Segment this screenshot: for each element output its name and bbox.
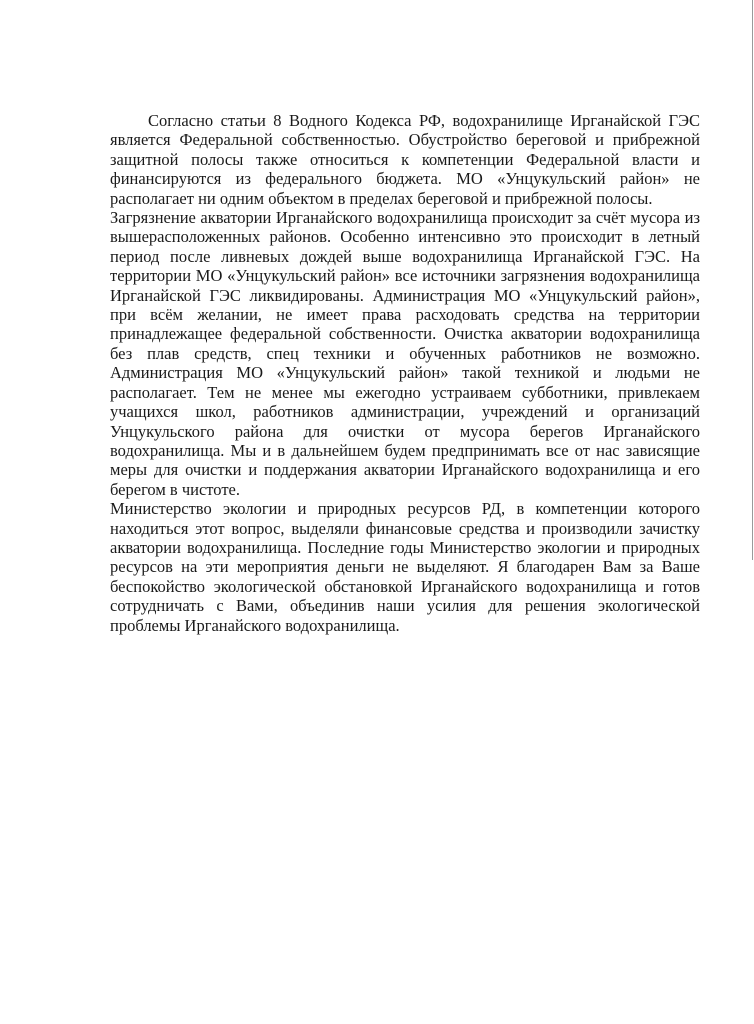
paragraph-water-code: Согласно статьи 8 Водного Кодекса РФ, водохранилище Ирганайской ГЭС является Федеральной собственностью. Обустройство береговой и прибрежной защитной полосы также относиться к компетенции Федеральной власти и финансируются из федерального бюджета. МО «Унцукульский район» не располагает ни одним объектом в пределах береговой и прибрежной полосы. bbox=[110, 111, 700, 208]
page-edge-divider bbox=[752, 0, 753, 560]
letter-body bbox=[110, 111, 700, 635]
paragraph-ministry: Министерство экологии и природных ресурсов РД, в компетенции которого находиться этот вопрос, выделяли финансовые средства и производили зачистку акватории водохранилища. Последние годы Министерство экологии и природных ресурсов на эти мероприятия деньги не выделяют. Я благодарен Вам за Ваше беспокойство экологической обстановкой Ирганайского водохранилища и готов сотрудничать с Вами, объединив наши усилия для решения экологической проблемы Ирганайского водохранилища. bbox=[110, 499, 700, 635]
paragraph-pollution: Загрязнение акватории Ирганайского водохранилища происходит за счёт мусора из вышерасположенных районов. Особенно интенсивно это происходит в летный период после ливневых дождей выше водохранилища Ирганайской ГЭС. На территории МО «Унцукульский район» все источники загрязнения водохранилища Ирганайской ГЭС ликвидированы. Администрация МО «Унцукульский район», при всём желании, не имеет права расходовать средства на территории принадлежащее федеральной собственности. Очистка акватории водохранилища без плав средств, спец техники и обученных работников не возможно. Администрация МО «Унцукульский район» такой техникой и людьми не располагает. Тем не менее мы ежегодно устраиваем субботники, привлекаем учащихся школ, работников администрации, учреждений и организаций Унцукульского района для очистки от мусора берегов Ирганайского водохранилища. Мы и в дальнейшем будем предпринимать все от нас зависящие меры для очистки и поддержания акватории Ирганайского водохранилища и его берегом в чистоте. bbox=[110, 208, 700, 499]
